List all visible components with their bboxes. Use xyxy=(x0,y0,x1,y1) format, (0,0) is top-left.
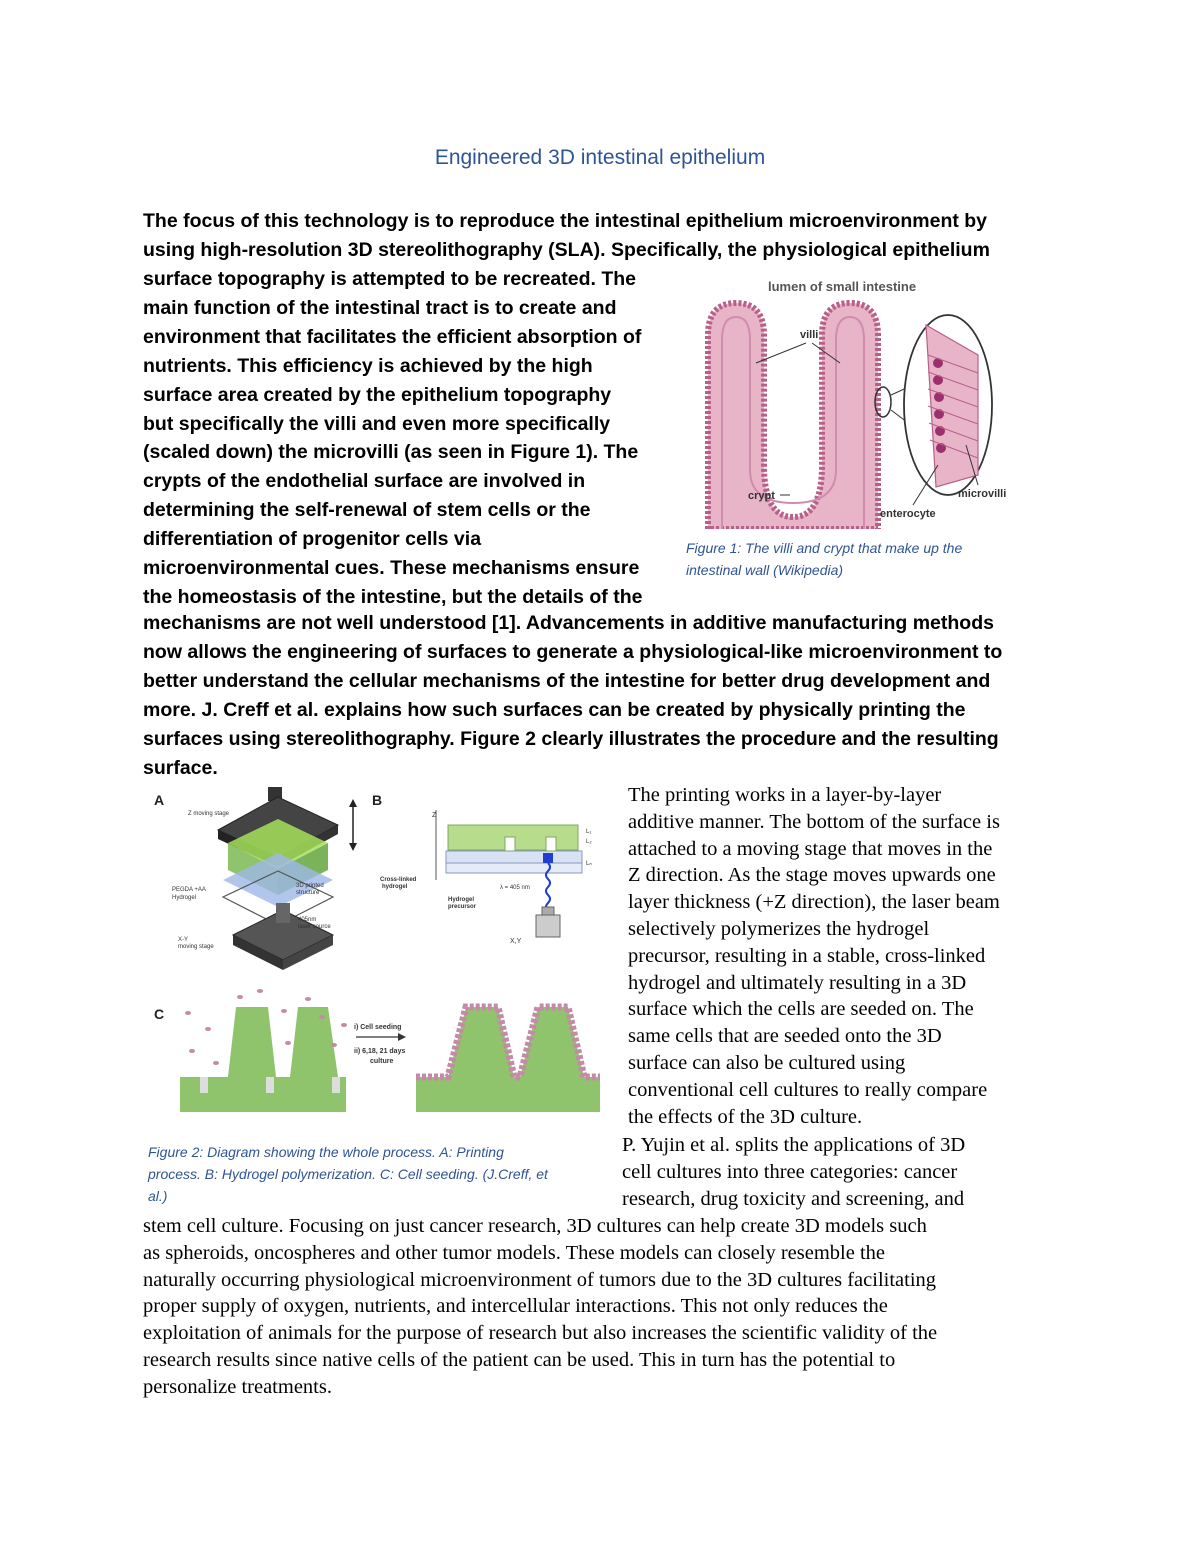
yujin-paragraph-start xyxy=(622,1132,1062,1212)
cell-dot xyxy=(319,1015,325,1019)
intro-paragraph-bottom xyxy=(143,609,1043,782)
text-line: nutrients. This efficiency is achieved by the high xyxy=(143,354,593,377)
text-line: main function of the intestinal tract is to create and xyxy=(143,296,617,319)
a-label-laser-1: 405nm xyxy=(298,917,317,923)
text-line: surface topography is attempted to be recreated. The xyxy=(143,268,637,290)
intro-paragraph-wrapped xyxy=(143,265,673,612)
precursor-layer xyxy=(446,851,582,863)
text-line: surfaces using stereolithography. Figure 2 clearly illustrates the procedure and the resulting xyxy=(143,727,999,750)
precursor-layer xyxy=(446,863,582,873)
cell-dot xyxy=(285,1041,291,1045)
scaffold-groove xyxy=(332,1077,340,1093)
polymerized-voxel xyxy=(543,853,553,863)
cell-dot xyxy=(341,1023,347,1027)
a-label-hydrogel: Hydrogel xyxy=(172,895,197,901)
text-line: naturally occurring physiological microenvironment of tumors due to the 3D cultures facilitating xyxy=(143,1268,937,1291)
figure-2-caption xyxy=(148,1141,608,1207)
b-label-xy: X,Y xyxy=(510,938,522,945)
cell-dot xyxy=(257,989,263,993)
text-line: additive manner. The bottom of the surface is xyxy=(628,810,1000,833)
text-line: layer thickness (+Z direction), the laser beam xyxy=(628,891,1000,914)
text-line: better understand the cellular mechanisms of the intestine for better drug development and xyxy=(143,669,991,692)
text-line: conventional cell cultures to really compare xyxy=(628,1078,988,1101)
b-label-l2: L₂ xyxy=(586,839,592,845)
text-line: surface which the cells are seeded on. The xyxy=(628,998,974,1021)
text-line: differentiation of progenitor cells via xyxy=(143,528,482,551)
text-line: now allows the engineering of surfaces to generate a physiological-like microenvironment to xyxy=(143,640,1003,663)
text-line: microenvironmental cues. These mechanisms ensure xyxy=(143,557,640,580)
text-line: mechanisms are not well understood [1]. Advancements in additive manufacturing methods xyxy=(143,612,994,634)
text-line: exploitation of animals for the purpose of research but also increases the scientific validity of the xyxy=(143,1322,938,1345)
text-line: determining the self-renewal of stem cells or the xyxy=(143,499,591,522)
laser-emitter xyxy=(536,915,560,937)
caption-line: process. B: Hydrogel polymerization. C: Cell seeding. (J.Creff, et xyxy=(148,1166,548,1182)
text-line: the effects of the 3D culture. xyxy=(628,1105,863,1128)
b-label-crosslinked-2: hydrogel xyxy=(382,884,408,890)
intro-paragraph-top xyxy=(143,207,1043,265)
caption-line: Figure 1: The villi and crypt that make up the xyxy=(686,540,963,556)
b-label-ln: Lₙ xyxy=(586,861,592,867)
text-line: surface area created by the epithelium topography xyxy=(143,383,612,406)
a-label-laser-2: laser source xyxy=(298,924,331,930)
groove xyxy=(546,837,556,851)
text-line: selectively polymerizes the hydrogel xyxy=(628,917,930,940)
cell-dot xyxy=(205,1027,211,1031)
text-line: attached to a moving stage that moves in the xyxy=(628,837,993,860)
text-line: The focus of this technology is to reproduce the intestinal epithelium microenvironment by xyxy=(143,210,988,232)
caption-line: intestinal wall (Wikipedia) xyxy=(686,562,844,578)
text-line: environment that facilitates the efficient absorption of xyxy=(143,325,642,348)
text-line: personalize treatments. xyxy=(143,1375,332,1398)
cell-nucleus xyxy=(934,392,944,402)
text-line: (scaled down) the microvilli (as seen in Figure 1). The xyxy=(143,441,639,464)
c-step-3: culture xyxy=(370,1058,394,1065)
scaffold-groove xyxy=(200,1077,208,1093)
cell-nucleus xyxy=(934,409,944,419)
panel-c-label: C xyxy=(154,1006,165,1022)
c-step-2: ii) 6,18, 21 days xyxy=(354,1048,406,1055)
a-label-xy-2: moving stage xyxy=(178,944,214,950)
text-line: surface can also be cultured using xyxy=(628,1051,906,1074)
figure-1-caption xyxy=(686,537,1026,581)
text-line: research, drug toxicity and screening, and xyxy=(622,1187,965,1210)
a-label-printed-2: structure xyxy=(296,890,320,896)
text-line: using high-resolution 3D stereolithography (SLA). Specifically, the physiological epithelium xyxy=(143,238,990,261)
text-line: surface. xyxy=(143,756,218,779)
figure-1-label-crypt: crypt xyxy=(748,490,775,502)
cell-dot xyxy=(305,997,311,1001)
text-line: as spheroids, oncospheres and other tumor models. These models can closely resemble the xyxy=(143,1241,885,1264)
caption-line: al.) xyxy=(148,1188,168,1204)
figure-1-label-villi: villi xyxy=(800,329,819,341)
cell-dot xyxy=(185,1011,191,1015)
text-line: crypts of the endothelial surface are involved in xyxy=(143,470,586,493)
b-label-l1: L₁ xyxy=(586,829,592,835)
figure-2-sla-diagram xyxy=(148,785,608,1120)
a-label-z-stage: Z moving stage xyxy=(188,811,230,817)
text-line: same cells that are seeded onto the 3D xyxy=(628,1025,942,1048)
text-line: the homeostasis of the intestine, but the details of the xyxy=(143,585,643,608)
a-label-printed-1: 3D printed xyxy=(296,883,324,889)
b-label-precursor-2: precursor xyxy=(448,904,477,910)
printing-paragraph xyxy=(628,782,1068,1130)
text-line: cell cultures into three categories: cancer xyxy=(622,1160,958,1183)
yujin-paragraph-rest xyxy=(143,1213,1073,1401)
b-label-z: Z xyxy=(432,812,437,819)
laser-source xyxy=(276,903,290,923)
figure-1-label-microvilli: microvilli xyxy=(958,488,1007,500)
groove xyxy=(505,837,515,851)
text-line: but specifically the villi and even more specifically xyxy=(143,412,611,435)
figure-1-villi-diagram xyxy=(688,265,1014,529)
text-line: research results since native cells of the patient can be used. This in turn has the potential to xyxy=(143,1348,896,1371)
text-line: The printing works in a layer-by-layer xyxy=(628,784,942,806)
a-label-xy-1: X-Y xyxy=(178,937,189,943)
page-title: Engineered 3D intestinal epithelium xyxy=(434,146,766,169)
b-label-lambda: λ = 405 nm xyxy=(500,885,530,891)
text-line: proper supply of oxygen, nutrients, and intercellular interactions. This not only reduces the xyxy=(143,1295,888,1318)
caption-line: Figure 2: Diagram showing the whole process. A: Printing xyxy=(148,1144,504,1160)
cell-dot xyxy=(213,1061,219,1065)
b-label-crosslinked-1: Cross-linked xyxy=(380,877,417,883)
cell-dot xyxy=(237,995,243,999)
a-label-pegda: PEGDA +AA xyxy=(172,887,206,893)
text-line: more. J. Creff et al. explains how such surfaces can be created by physically printing the xyxy=(143,698,966,721)
cell-dot xyxy=(281,1009,287,1013)
c-step-1: i) Cell seeding xyxy=(354,1024,402,1031)
cell-dot xyxy=(331,1043,337,1047)
panel-a-label: A xyxy=(154,792,165,808)
scaffold-groove xyxy=(266,1077,274,1093)
figure-1-label-enterocyte: enterocyte xyxy=(880,508,936,520)
panel-b-label: B xyxy=(372,792,383,808)
text-line: hydrogel and ultimately resulting in a 3D xyxy=(628,971,967,994)
text-line: stem cell culture. Focusing on just cancer research, 3D cultures can help create 3D models such xyxy=(143,1215,927,1237)
laser-emitter-tip xyxy=(542,907,554,915)
text-line: Z direction. As the stage moves upwards one xyxy=(628,864,996,887)
text-line: P. Yujin et al. splits the applications of 3D xyxy=(622,1134,966,1156)
cell-dot xyxy=(189,1049,195,1053)
text-line: precursor, resulting in a stable, cross-linked xyxy=(628,944,986,967)
b-label-precursor-1: Hydrogel xyxy=(448,897,475,903)
figure-1-label-lumen: lumen of small intestine xyxy=(768,279,917,294)
